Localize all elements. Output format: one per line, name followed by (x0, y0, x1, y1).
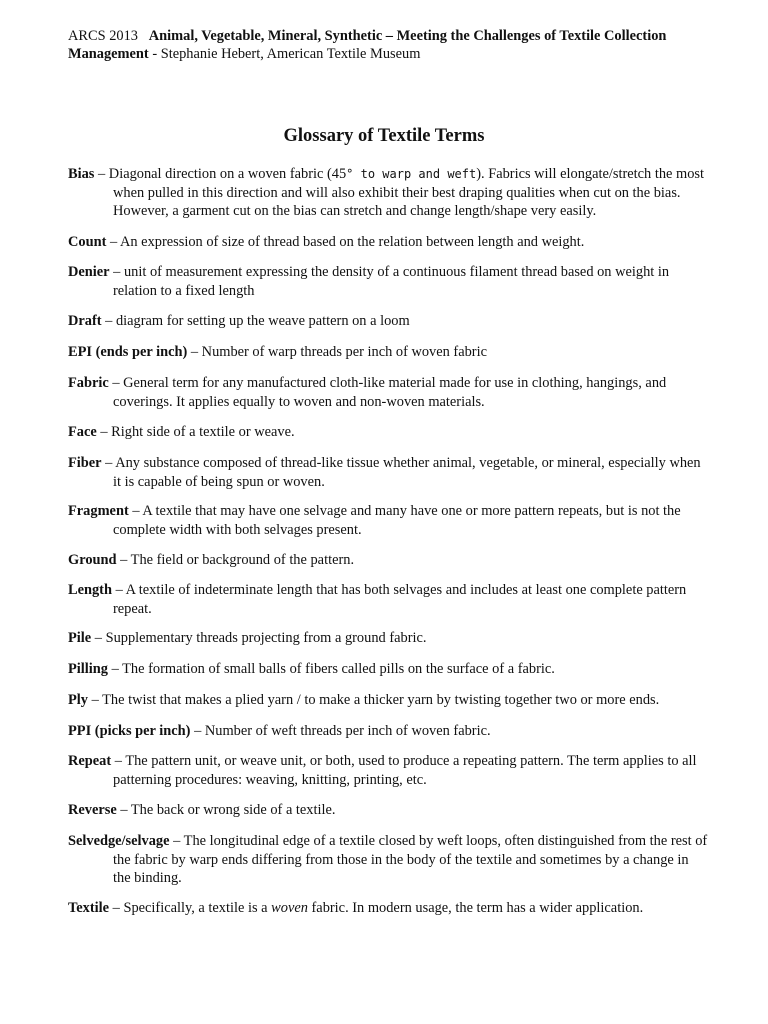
glossary-definition: Number of weft threads per inch of woven fabric. (204, 723, 491, 739)
glossary-entry (68, 581, 708, 618)
glossary-definition: A textile of indeterminate length that has both selvages and includes at least one complete pattern repeat. (113, 582, 687, 617)
page-title: Glossary of Textile Terms (283, 126, 485, 146)
glossary-definition: The back or wrong side of a textile. (130, 802, 336, 818)
glossary-entry (68, 752, 708, 789)
glossary-definition: diagram for setting up the weave pattern on a loom (115, 313, 410, 329)
glossary-entry (68, 691, 708, 710)
glossary-entry (68, 899, 708, 918)
glossary-definition-part: ° to warp and weft (346, 167, 477, 181)
separator: – (116, 802, 131, 818)
separator: – (116, 552, 131, 568)
separator: – (91, 630, 106, 646)
separator: – (109, 264, 124, 280)
glossary-entry (68, 832, 708, 888)
glossary-definition-part: Specifically, a textile is a (123, 900, 272, 916)
glossary-entry (68, 629, 708, 648)
header-title: Animal, Vegetable, Mineral, Synthetic – Meeting the Challenges of Textile Collection Management (68, 28, 667, 62)
glossary-entry (68, 233, 708, 252)
separator: – (106, 234, 120, 250)
glossary-term: Repeat (68, 753, 112, 769)
glossary-term: Length (68, 582, 112, 598)
separator: – (96, 424, 112, 440)
separator: – (111, 753, 126, 769)
glossary-definition: Right side of a textile or weave. (111, 424, 295, 440)
separator: – (128, 503, 143, 519)
glossary-term: Denier (68, 264, 110, 280)
glossary-definition: The twist that makes a plied yarn / to make a thicker yarn by twisting together two or more ends. (102, 692, 660, 708)
glossary-definition: General term for any manufactured cloth-like material made for use in clothing, hangings, and coverings. It applies equally to woven and non-woven materials. (113, 375, 667, 410)
glossary-definition-part: ). Fabrics will elongate/stretch the most when pulled in this direction and will also exhibit their best draping qualities when cut on the bias. However, a garment cut on the bias can stretch and change length/shape very easily. (113, 166, 705, 219)
glossary-term: Fabric (68, 375, 109, 391)
glossary-term: Selvedge/selvage (68, 833, 170, 849)
glossary-definition: The pattern unit, or weave unit, or both, used to produce a repeating pattern. The term applies to all patterning procedures: weaving, knitting, printing, etc. (113, 753, 697, 788)
header-author: - Stephanie Hebert, American Textile Museum (148, 45, 421, 62)
glossary-entry (68, 312, 708, 331)
separator: – (108, 375, 124, 391)
glossary-entry (68, 551, 708, 570)
glossary-definition-emphasis: woven (271, 900, 308, 916)
glossary-definition: An expression of size of thread based on the relation between length and weight. (120, 234, 585, 250)
separator: – (187, 344, 202, 360)
separator: – (94, 166, 109, 182)
glossary-definition: The field or background of the pattern. (130, 552, 355, 568)
glossary-entry (68, 343, 708, 362)
glossary-definition: Any substance composed of thread-like tissue whether animal, vegetable, or mineral, especially when it is capable of being spun or woven. (113, 455, 701, 490)
glossary-definition: unit of measurement expressing the density of a continuous filament thread based on weight in relation to a fixed length (113, 264, 670, 299)
glossary-definition: A textile that may have one selvage and many have one or more pattern repeats, but is not the complete width with both selvages present. (113, 503, 681, 538)
glossary-term: Pile (68, 630, 92, 646)
glossary-term: Reverse (68, 802, 117, 818)
glossary-term: Ply (68, 692, 88, 708)
glossary-definition: Supplementary threads projecting from a ground fabric. (105, 630, 427, 646)
glossary-entry (68, 454, 708, 491)
glossary-entry (68, 502, 708, 539)
separator: – (101, 455, 116, 471)
glossary-entry (68, 165, 708, 221)
glossary-term: Ground (68, 552, 117, 568)
glossary-term: Textile (68, 900, 110, 916)
glossary-entry (68, 801, 708, 820)
glossary-entry (68, 660, 708, 679)
header-course: ARCS 2013 (68, 28, 138, 44)
glossary-term: Pilling (68, 661, 108, 677)
glossary-entry (68, 423, 708, 442)
glossary-term: Count (68, 234, 107, 250)
glossary-term: EPI (ends per inch) (68, 344, 188, 360)
separator: – (169, 833, 184, 849)
glossary-term: Fiber (68, 455, 102, 471)
glossary-definition-part: Diagonal direction on a woven fabric (45 (108, 166, 347, 182)
glossary-term: Bias (68, 166, 95, 182)
separator: – (101, 313, 116, 329)
glossary-definition: The longitudinal edge of a textile closed by weft loops, often distinguished from the rest of the fabric by warp ends differing from those in the body of the textile and sometimes by a change in the binding. (113, 833, 708, 886)
glossary-entry (68, 374, 708, 411)
separator: – (109, 900, 124, 916)
glossary-entry (68, 722, 708, 741)
glossary-term: Fragment (68, 503, 129, 519)
glossary-term: Face (68, 424, 97, 440)
glossary-definition-part: fabric. In modern usage, the term has a wider application. (307, 900, 644, 916)
separator: – (190, 723, 205, 739)
glossary-term: Draft (68, 313, 102, 329)
separator: – (107, 661, 123, 677)
separator: – (111, 582, 126, 598)
glossary-term: PPI (picks per inch) (68, 723, 191, 739)
glossary-entry (68, 263, 708, 300)
glossary-definition: The formation of small balls of fibers called pills on the surface of a fabric. (122, 661, 555, 677)
glossary-definition: Number of warp threads per inch of woven fabric (201, 344, 487, 360)
document-header (68, 28, 718, 63)
separator: – (87, 692, 103, 708)
